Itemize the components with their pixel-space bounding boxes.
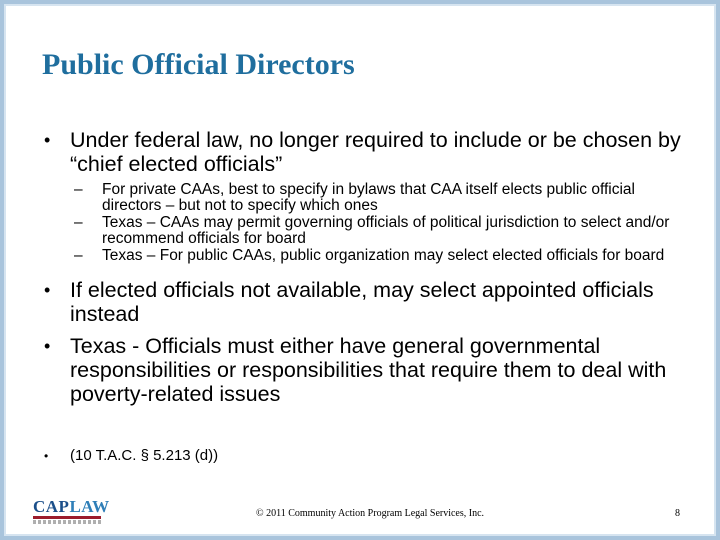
sub-bullet-text: Texas – For public CAAs, public organization may select elected officials for board <box>102 247 665 264</box>
sub-bullet-text: For private CAAs, best to specify in bylaws that CAA itself elects public official directors – but not to specify which ones <box>102 181 635 214</box>
sub-bullet-item <box>32 215 682 246</box>
bullet-text: Under federal law, no longer required to include or be chosen by “chief elected officials” <box>70 128 681 176</box>
slide-title: Public Official Directors <box>42 48 355 81</box>
bullet-icon: • <box>44 279 51 300</box>
citation-text: (10 T.A.C. § 5.213 (d)) <box>70 447 219 464</box>
logo-wordmark <box>33 498 110 515</box>
copyright-text: © 2011 Community Action Program Legal Services, Inc. <box>256 508 485 519</box>
sub-bullet-list <box>32 182 682 264</box>
logo-law: LAW <box>69 497 110 516</box>
dash-icon: – <box>74 247 83 264</box>
bullet-item <box>32 128 682 176</box>
logo-cap: CAP <box>33 497 70 516</box>
bullet-item <box>32 447 682 465</box>
bullet-item <box>32 334 682 406</box>
sub-bullet-text: Texas – CAAs may permit governing officials of political jurisdiction to select and/or recommend officials for board <box>102 214 670 247</box>
logo-tagline-mark <box>33 520 101 524</box>
sub-bullet-item <box>32 182 682 213</box>
bullet-icon: • <box>44 130 51 150</box>
slide-content <box>32 128 682 406</box>
bullet-item <box>32 278 682 326</box>
bullet-text: If elected officials not available, may select appointed officials instead <box>70 277 654 326</box>
dash-icon: – <box>74 181 83 198</box>
dash-icon: – <box>74 214 83 231</box>
bullet-icon: • <box>44 449 49 463</box>
page-number: 8 <box>675 508 680 519</box>
logo-underline <box>33 516 101 519</box>
caplaw-logo <box>33 498 110 524</box>
sub-bullet-item <box>32 248 682 264</box>
bullet-icon: • <box>44 335 51 356</box>
bullet-text: Texas - Officials must either have general governmental responsibilities or responsibilities that require them to deal with poverty-related issues <box>70 333 667 406</box>
citation-row <box>32 447 682 465</box>
